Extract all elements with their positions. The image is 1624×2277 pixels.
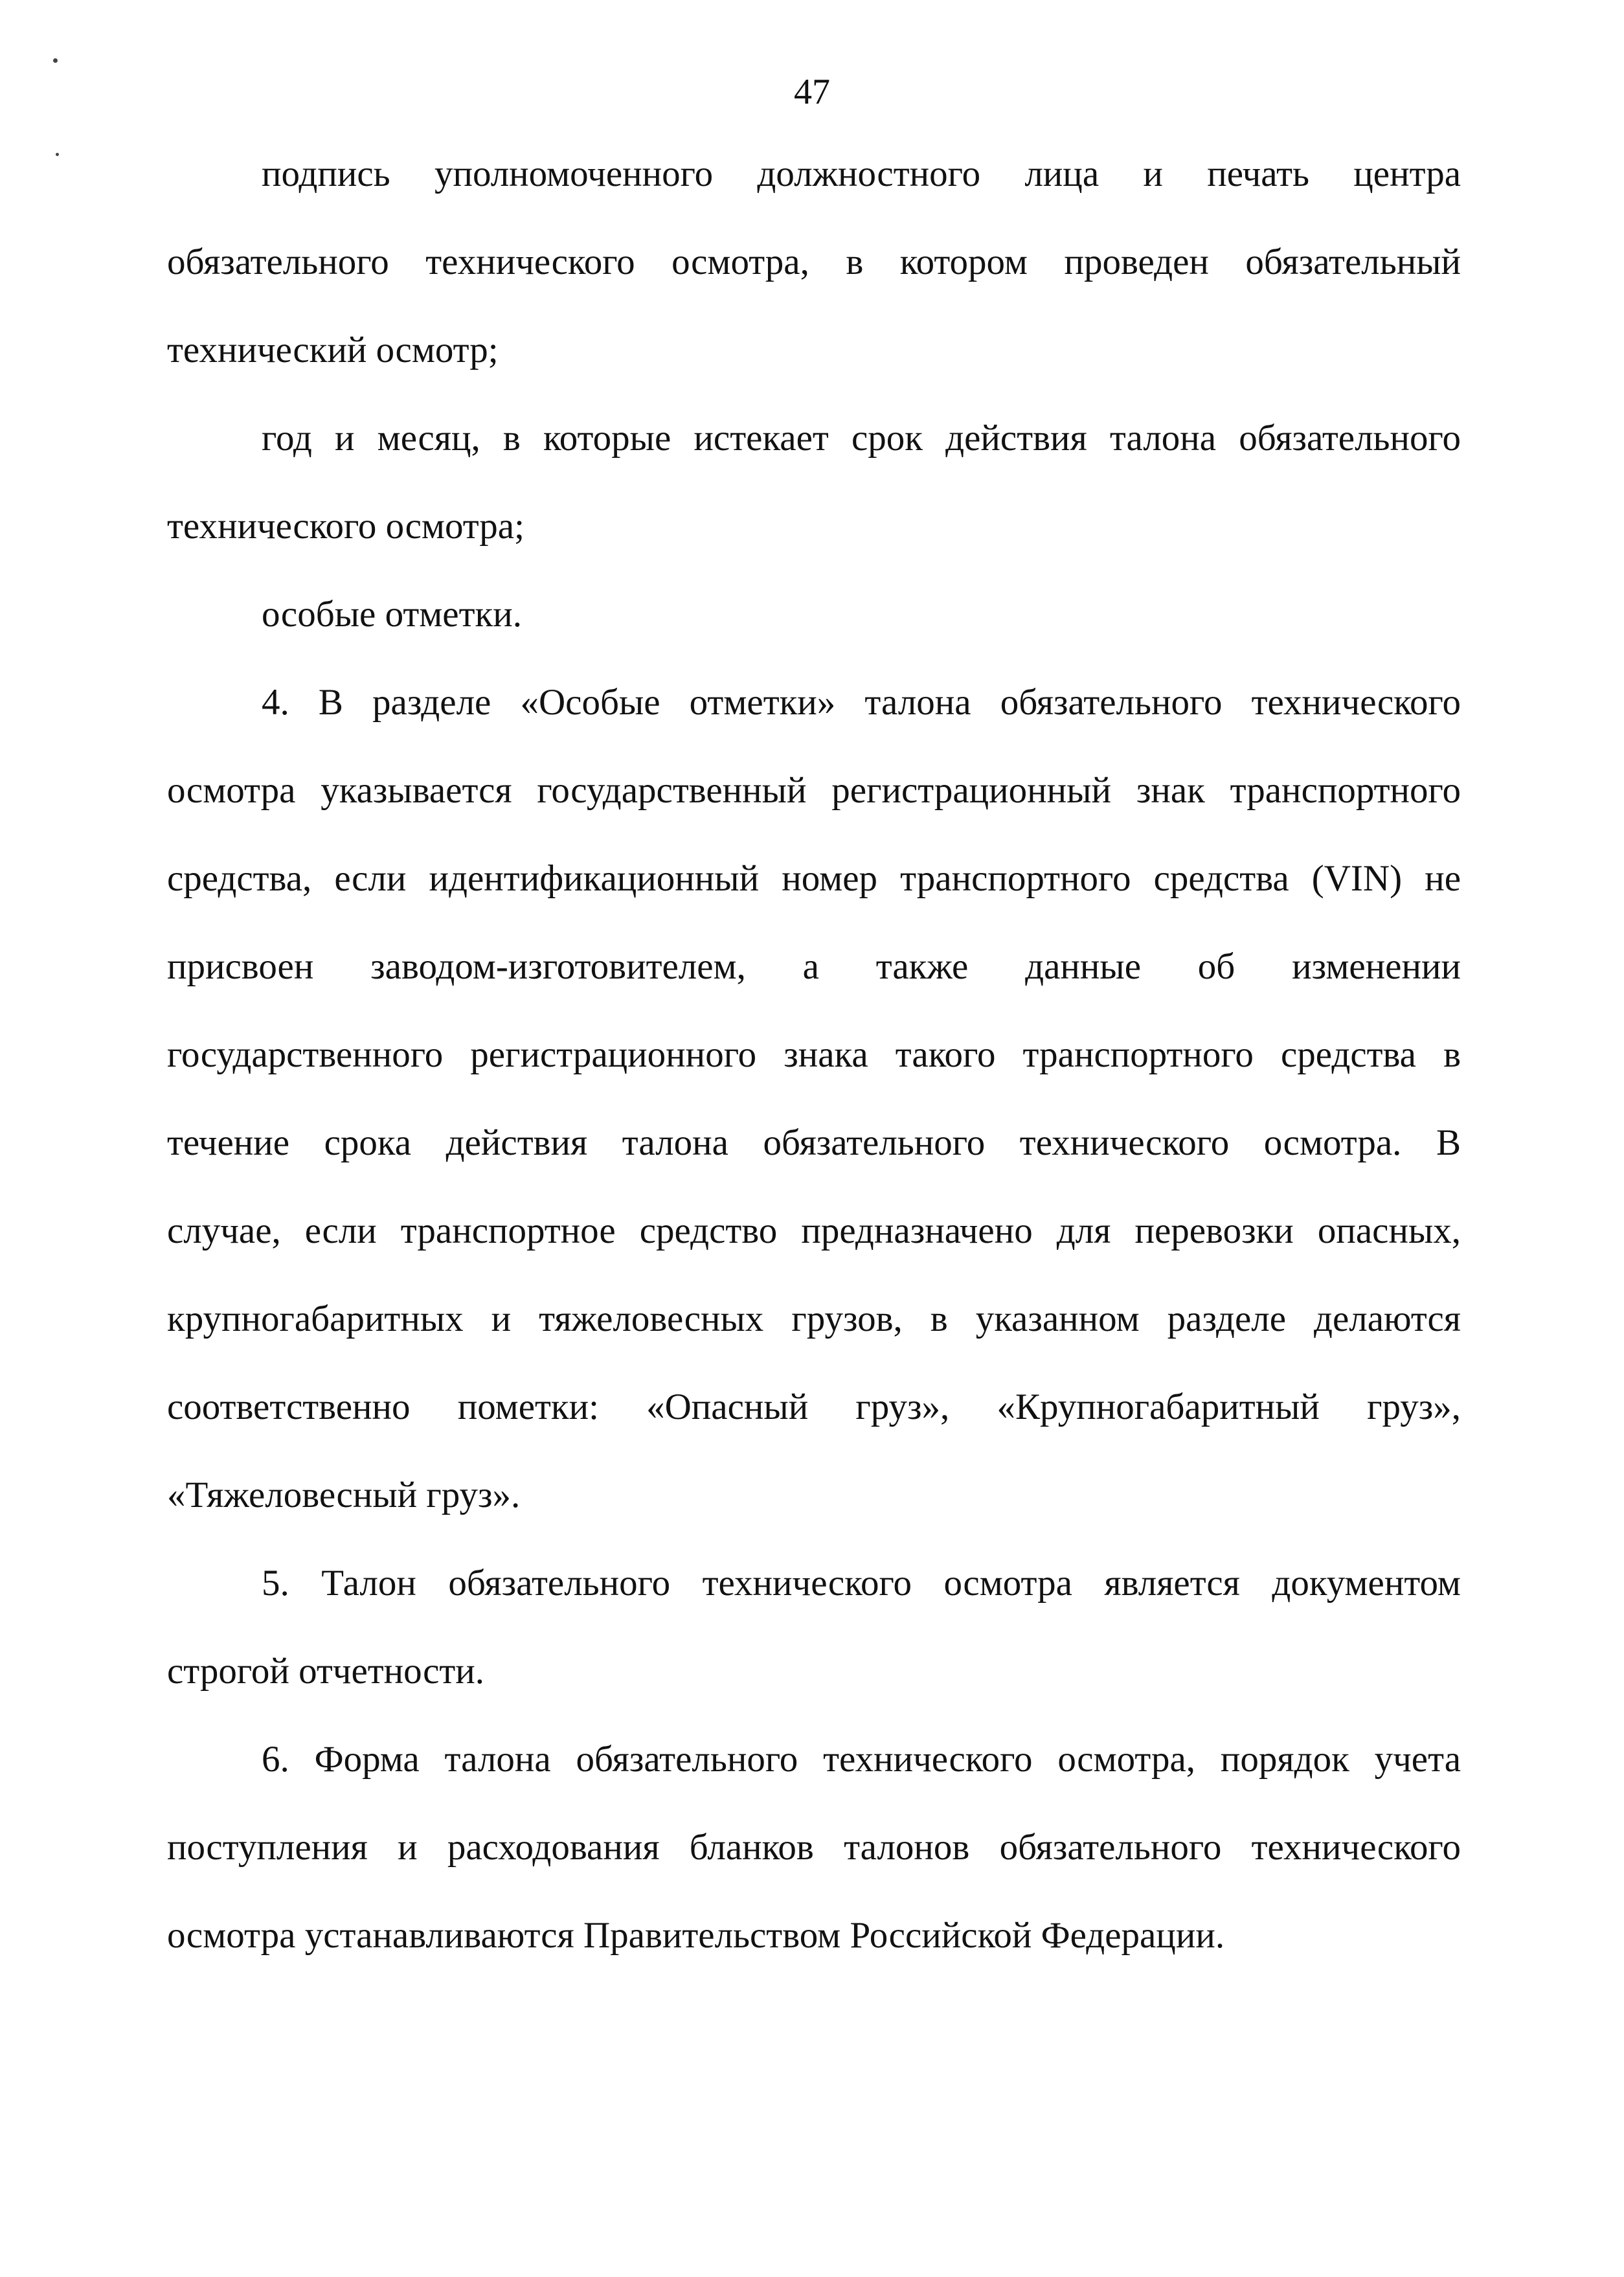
text-line: обязательного технического осмотра, в котором проведен обязательный bbox=[167, 242, 1461, 282]
text-line: 6. Форма талона обязательного технического осмотра, порядок учета bbox=[262, 1739, 1461, 1780]
text-line: 4. В разделе «Особые отметки» талона обязательного технического bbox=[262, 682, 1461, 723]
text-line: технического осмотра; bbox=[167, 506, 524, 547]
text-line: присвоен заводом-изготовителем, а также данные об изменении bbox=[167, 946, 1461, 987]
text-line: 5. Талон обязательного технического осмотра является документом bbox=[262, 1563, 1461, 1603]
text-line: государственного регистрационного знака такого транспортного средства в bbox=[167, 1034, 1461, 1075]
text-line: поступления и расходования бланков талонов обязательного технического bbox=[167, 1827, 1461, 1868]
text-line: осмотра устанавливаются Правительством Российской Федерации. bbox=[167, 1915, 1225, 1956]
text-line: крупногабаритных и тяжеловесных грузов, в указанном разделе делаются bbox=[167, 1298, 1461, 1339]
document-body bbox=[167, 130, 1461, 1980]
text-line: строгой отчетности. bbox=[167, 1651, 485, 1692]
text-line: средства, если идентификационный номер транспортного средства (VIN) не bbox=[167, 858, 1461, 899]
text-line: случае, если транспортное средство предназначено для перевозки опасных, bbox=[167, 1210, 1461, 1251]
text-line: течение срока действия талона обязательного технического осмотра. В bbox=[167, 1122, 1461, 1163]
paragraph bbox=[167, 571, 1461, 659]
scan-speck bbox=[56, 153, 59, 156]
page-number: 47 bbox=[794, 72, 830, 112]
text-line: год и месяц, в которые истекает срок действия талона обязательного bbox=[262, 418, 1461, 459]
text-line: подпись уполномоченного должностного лица и печать центра bbox=[262, 153, 1461, 194]
paragraph bbox=[167, 394, 1461, 571]
paragraph bbox=[167, 659, 1461, 1539]
paragraph bbox=[167, 1716, 1461, 1980]
text-line: особые отметки. bbox=[262, 594, 522, 635]
paragraph bbox=[167, 1539, 1461, 1716]
text-line: технический осмотр; bbox=[167, 330, 499, 370]
text-line: осмотра указывается государственный регистрационный знак транспортного bbox=[167, 770, 1461, 811]
paragraph bbox=[167, 130, 1461, 394]
text-line: «Тяжеловесный груз». bbox=[167, 1475, 521, 1515]
text-line: соответственно пометки: «Опасный груз», «Крупногабаритный груз», bbox=[167, 1387, 1461, 1427]
scan-speck bbox=[53, 58, 58, 63]
